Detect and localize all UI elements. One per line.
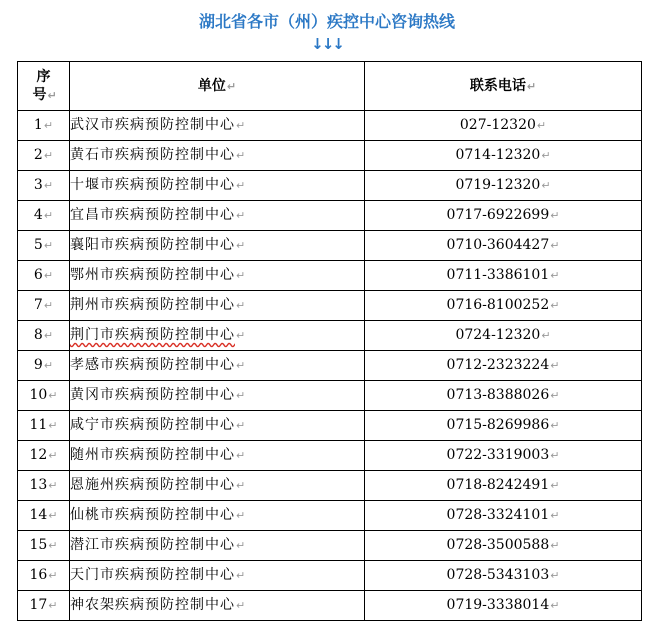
cell-phone-number-text: 0719-3338014 — [446, 597, 550, 613]
cell-serial-number — [18, 531, 70, 561]
cell-unit-name-text: 荆州市疾病预防控制中心 — [70, 297, 235, 313]
cell-serial-number — [18, 201, 70, 231]
paragraph-mark-icon: ↵ — [48, 449, 58, 462]
cell-phone-number — [365, 141, 642, 171]
paragraph-mark-icon: ↵ — [541, 149, 551, 162]
paragraph-mark-icon: ↵ — [43, 269, 54, 282]
cell-unit-name-text: 恩施州疾病预防控制中心 — [70, 477, 235, 493]
paragraph-mark-icon: ↵ — [550, 599, 560, 612]
paragraph-mark-icon: ↵ — [43, 119, 54, 132]
cell-unit-name — [70, 531, 365, 561]
cell-phone-number — [365, 321, 642, 351]
table-row — [18, 411, 642, 441]
paragraph-mark-icon: ↵ — [236, 389, 247, 402]
cell-serial-number — [18, 471, 70, 501]
paragraph-mark-icon: ↵ — [236, 539, 247, 552]
table-row — [18, 351, 642, 381]
paragraph-mark-icon: ↵ — [43, 209, 54, 222]
cell-phone-number — [365, 411, 642, 441]
paragraph-mark-icon: ↵ — [48, 509, 58, 522]
cell-unit-name — [70, 561, 365, 591]
cell-phone-number-text: 0728-3500588 — [446, 537, 550, 553]
cell-phone-number — [365, 111, 642, 141]
paragraph-mark-icon: ↵ — [541, 179, 551, 192]
cell-phone-number — [365, 591, 642, 621]
paragraph-mark-icon: ↵ — [550, 269, 560, 282]
paragraph-mark-icon: ↵ — [48, 419, 58, 432]
cell-phone-number-text: 0728-3324101 — [446, 507, 550, 523]
paragraph-mark-icon: ↵ — [43, 299, 54, 312]
down-arrows-icon: ↓↓↓ — [311, 35, 343, 53]
cell-serial-number — [18, 291, 70, 321]
cell-serial-number — [18, 441, 70, 471]
cell-serial-number — [18, 231, 70, 261]
table-row — [18, 321, 642, 351]
table-row — [18, 261, 642, 291]
paragraph-mark-icon: ↵ — [43, 149, 54, 162]
cell-serial-number — [18, 351, 70, 381]
paragraph-mark-icon: ↵ — [48, 599, 58, 612]
paragraph-mark-icon: ↵ — [526, 79, 537, 93]
cell-phone-number — [365, 171, 642, 201]
paragraph-mark-icon: ↵ — [550, 419, 560, 432]
cell-serial-number — [18, 381, 70, 411]
table-row — [18, 531, 642, 561]
paragraph-mark-icon: ↵ — [226, 79, 237, 93]
header-serial-number — [18, 62, 70, 111]
cell-serial-number-text: 10 — [29, 387, 48, 403]
paragraph-mark-icon: ↵ — [236, 449, 247, 462]
cell-serial-number-text: 13 — [29, 477, 48, 493]
cell-phone-number — [365, 501, 642, 531]
paragraph-mark-icon: ↵ — [236, 299, 247, 312]
paragraph-mark-icon: ↵ — [550, 539, 560, 552]
table-row — [18, 501, 642, 531]
paragraph-mark-icon: ↵ — [43, 239, 54, 252]
table-row — [18, 231, 642, 261]
paragraph-mark-icon: ↵ — [47, 88, 57, 102]
paragraph-mark-icon: ↵ — [236, 329, 247, 342]
cell-unit-name — [70, 351, 365, 381]
cell-phone-number-text: 0716-8100252 — [446, 297, 550, 313]
cell-phone-number-text: 0728-5343103 — [446, 567, 550, 583]
paragraph-mark-icon: ↵ — [48, 569, 58, 582]
paragraph-mark-icon: ↵ — [550, 389, 560, 402]
cell-unit-name — [70, 441, 365, 471]
cell-unit-name-text: 十堰市疾病预防控制中心 — [70, 177, 235, 193]
header-unit — [70, 62, 365, 111]
cell-serial-number-text: 9 — [33, 357, 43, 373]
paragraph-mark-icon: ↵ — [43, 359, 54, 372]
cell-phone-number — [365, 261, 642, 291]
cell-phone-number — [365, 291, 642, 321]
paragraph-mark-icon: ↵ — [48, 389, 58, 402]
cell-phone-number-text: 0724-12320 — [455, 327, 541, 343]
cell-serial-number-text: 17 — [29, 597, 48, 613]
cell-unit-name — [70, 171, 365, 201]
paragraph-mark-icon: ↵ — [550, 479, 560, 492]
cell-unit-name-text: 黄石市疾病预防控制中心 — [70, 147, 235, 163]
paragraph-mark-icon: ↵ — [236, 509, 247, 522]
table-row — [18, 141, 642, 171]
cell-serial-number — [18, 171, 70, 201]
table-row — [18, 111, 642, 141]
cell-unit-name-text: 天门市疾病预防控制中心 — [70, 567, 235, 583]
cell-phone-number-text: 0722-3319003 — [446, 447, 550, 463]
paragraph-mark-icon: ↵ — [43, 179, 54, 192]
cell-serial-number-text: 2 — [33, 147, 43, 163]
header-serial-line1: 序 — [36, 68, 51, 85]
cell-phone-number — [365, 531, 642, 561]
paragraph-mark-icon: ↵ — [236, 149, 247, 162]
cell-serial-number — [18, 111, 70, 141]
cell-unit-name — [70, 111, 365, 141]
cell-unit-name — [70, 321, 365, 351]
table-header-row — [18, 62, 642, 111]
paragraph-mark-icon: ↵ — [236, 269, 247, 282]
cell-serial-number-text: 3 — [33, 177, 43, 193]
cell-unit-name-text: 襄阳市疾病预防控制中心 — [70, 237, 235, 253]
cell-serial-number — [18, 501, 70, 531]
table-row — [18, 291, 642, 321]
paragraph-mark-icon: ↵ — [236, 239, 247, 252]
table-row — [18, 591, 642, 621]
cell-phone-number-text: 0715-8269986 — [446, 417, 550, 433]
cell-serial-number — [18, 141, 70, 171]
paragraph-mark-icon: ↵ — [550, 359, 560, 372]
cell-serial-number-text: 11 — [29, 417, 48, 433]
cell-phone-number-text: 0717-6922699 — [446, 207, 550, 223]
cell-unit-name-text: 随州市疾病预防控制中心 — [70, 447, 235, 463]
cell-unit-name — [70, 411, 365, 441]
cell-unit-name-text: 宜昌市疾病预防控制中心 — [70, 207, 235, 223]
cell-unit-name — [70, 591, 365, 621]
paragraph-mark-icon: ↵ — [550, 299, 560, 312]
paragraph-mark-icon: ↵ — [48, 479, 58, 492]
header-serial-line2: 号 — [32, 86, 47, 103]
cell-unit-name-text: 黄冈市疾病预防控制中心 — [70, 387, 235, 403]
cell-serial-number — [18, 321, 70, 351]
cell-serial-number-text: 16 — [29, 567, 48, 583]
table-row — [18, 201, 642, 231]
paragraph-mark-icon: ↵ — [550, 509, 560, 522]
paragraph-mark-icon: ↵ — [236, 479, 247, 492]
cell-serial-number — [18, 261, 70, 291]
cell-phone-number-text: 027-12320 — [459, 117, 536, 133]
cell-serial-number-text: 14 — [29, 507, 48, 523]
cell-unit-name-text: 孝感市疾病预防控制中心 — [70, 357, 235, 373]
cell-phone-number — [365, 201, 642, 231]
cell-unit-name-text: 鄂州市疾病预防控制中心 — [70, 267, 235, 283]
cell-serial-number-text: 12 — [29, 447, 48, 463]
paragraph-mark-icon: ↵ — [550, 569, 560, 582]
cell-phone-number-text: 0714-12320 — [455, 147, 541, 163]
cell-phone-number-text: 0712-2323224 — [446, 357, 550, 373]
cell-serial-number — [18, 591, 70, 621]
paragraph-mark-icon: ↵ — [550, 239, 560, 252]
page-title: 湖北省各市（州）疾控中心咨询热线 — [198, 12, 455, 31]
cell-phone-number-text: 0710-3604427 — [446, 237, 550, 253]
cell-serial-number-text: 8 — [33, 327, 43, 343]
cell-unit-name-text: 仙桃市疾病预防控制中心 — [70, 507, 235, 523]
cell-serial-number-text: 6 — [33, 267, 43, 283]
paragraph-mark-icon: ↵ — [236, 359, 247, 372]
cell-phone-number — [365, 471, 642, 501]
cell-serial-number-text: 15 — [29, 537, 48, 553]
cell-unit-name-text: 潜江市疾病预防控制中心 — [70, 537, 235, 553]
table-row — [18, 561, 642, 591]
cell-serial-number — [18, 561, 70, 591]
cell-phone-number-text: 0719-12320 — [455, 177, 541, 193]
cell-unit-name — [70, 501, 365, 531]
cell-unit-name-text: 咸宁市疾病预防控制中心 — [70, 417, 235, 433]
cell-unit-name-text: 荆门市疾病预防控制中心 — [70, 327, 235, 343]
cell-unit-name — [70, 381, 365, 411]
paragraph-mark-icon: ↵ — [236, 179, 247, 192]
table-row — [18, 171, 642, 201]
header-phone-label: 联系电话 — [469, 77, 526, 94]
cell-unit-name — [70, 291, 365, 321]
table-body — [18, 111, 642, 621]
cell-serial-number-text: 5 — [33, 237, 43, 253]
cell-unit-name — [70, 201, 365, 231]
hotline-table — [17, 61, 642, 621]
paragraph-mark-icon: ↵ — [541, 329, 551, 342]
cell-unit-name — [70, 261, 365, 291]
paragraph-mark-icon: ↵ — [536, 119, 547, 132]
cell-unit-name-text: 武汉市疾病预防控制中心 — [70, 117, 235, 133]
paragraph-mark-icon: ↵ — [550, 209, 560, 222]
cell-unit-name-text: 神农架疾病预防控制中心 — [70, 597, 235, 613]
cell-phone-number — [365, 441, 642, 471]
cell-serial-number-text: 7 — [33, 297, 43, 313]
header-phone — [365, 62, 642, 111]
header-unit-label: 单位 — [197, 77, 226, 94]
cell-unit-name — [70, 231, 365, 261]
cell-phone-number-text: 0713-8388026 — [446, 387, 550, 403]
cell-phone-number — [365, 381, 642, 411]
paragraph-mark-icon: ↵ — [550, 449, 560, 462]
paragraph-mark-icon: ↵ — [48, 539, 58, 552]
paragraph-mark-icon: ↵ — [43, 329, 54, 342]
paragraph-mark-icon: ↵ — [236, 599, 247, 612]
paragraph-mark-icon: ↵ — [236, 209, 247, 222]
cell-phone-number — [365, 231, 642, 261]
table-row — [18, 471, 642, 501]
cell-phone-number — [365, 351, 642, 381]
cell-phone-number-text: 0711-3386101 — [446, 267, 550, 283]
cell-serial-number — [18, 411, 70, 441]
table-row — [18, 381, 642, 411]
paragraph-mark-icon: ↵ — [236, 419, 247, 432]
cell-phone-number-text: 0718-8242491 — [446, 477, 550, 493]
cell-unit-name — [70, 141, 365, 171]
cell-serial-number-text: 1 — [33, 117, 43, 133]
paragraph-mark-icon: ↵ — [236, 569, 247, 582]
paragraph-mark-icon: ↵ — [236, 119, 247, 132]
cell-unit-name — [70, 471, 365, 501]
cell-phone-number — [365, 561, 642, 591]
table-row — [18, 441, 642, 471]
cell-serial-number-text: 4 — [33, 207, 43, 223]
